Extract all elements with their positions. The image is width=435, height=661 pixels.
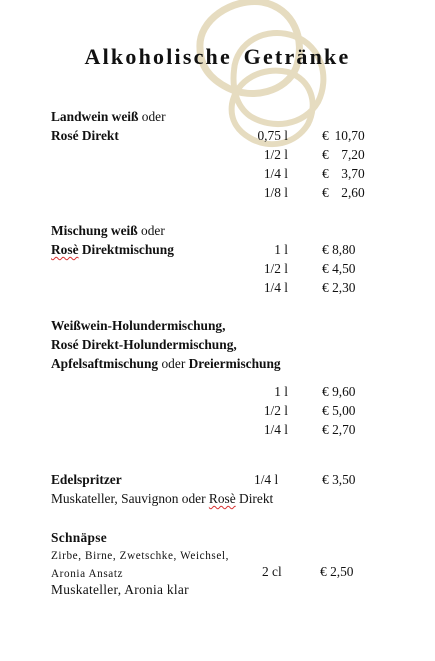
item-description-edelspritzer: Muskateller, Sauvignon oder Rosè Direkt <box>51 491 274 506</box>
volume: 1/4 l <box>254 472 279 487</box>
page-title: Alkoholische Getränke <box>84 44 351 69</box>
volume: 1/2 l <box>263 261 288 276</box>
volume: 1/4 l <box>263 280 288 295</box>
volume: 1 l <box>274 242 288 257</box>
volume: 1/2 l <box>263 403 288 418</box>
item-name-schnaepse: Schnäpse <box>51 530 107 545</box>
price: € 7,20 <box>322 147 365 162</box>
volume: 1/4 l <box>263 422 288 437</box>
volume: 1 l <box>274 384 288 399</box>
item-name-direktmischung: Rosè Direktmischung <box>51 242 174 257</box>
item-name-apfelsaft-dreier: Apfelsaftmischung oder Dreiermischung <box>51 356 281 371</box>
item-description-line: Muskateller, Aronia klar <box>51 582 189 597</box>
price: € 4,50 <box>322 261 356 276</box>
volume: 2 cl <box>262 564 282 579</box>
item-name-mischung: Mischung weiß oder <box>51 223 165 238</box>
item-name-rose-holunder: Rosé Direkt-Holundermischung, <box>51 337 237 352</box>
price: € 8,80 <box>322 242 356 257</box>
price: € 9,60 <box>322 384 356 399</box>
item-name-landwein: Landwein weiß oder <box>51 109 166 124</box>
price: € 2,50 <box>320 564 354 579</box>
volume: 1/4 l <box>263 166 288 181</box>
volume: 1/2 l <box>263 147 288 162</box>
price: € 3,70 <box>322 166 365 181</box>
price: € 2,60 <box>322 185 365 200</box>
volume: 0,75 l <box>257 128 288 143</box>
price: € 2,30 <box>322 280 356 295</box>
item-name-weisswein-holunder: Weißwein-Holundermischung, <box>51 318 226 333</box>
item-name-edelspritzer: Edelspritzer <box>51 472 122 487</box>
price: € 3,50 <box>322 472 356 487</box>
price: € 10,70 <box>322 128 365 143</box>
price: € 5,00 <box>322 403 356 418</box>
item-description-line: Aronia Ansatz <box>51 568 124 580</box>
item-description-line: Zirbe, Birne, Zwetschke, Weichsel, <box>51 550 230 562</box>
volume: 1/8 l <box>263 185 288 200</box>
price: € 2,70 <box>322 422 356 437</box>
item-name-rose-direkt: Rosé Direkt <box>51 128 119 143</box>
